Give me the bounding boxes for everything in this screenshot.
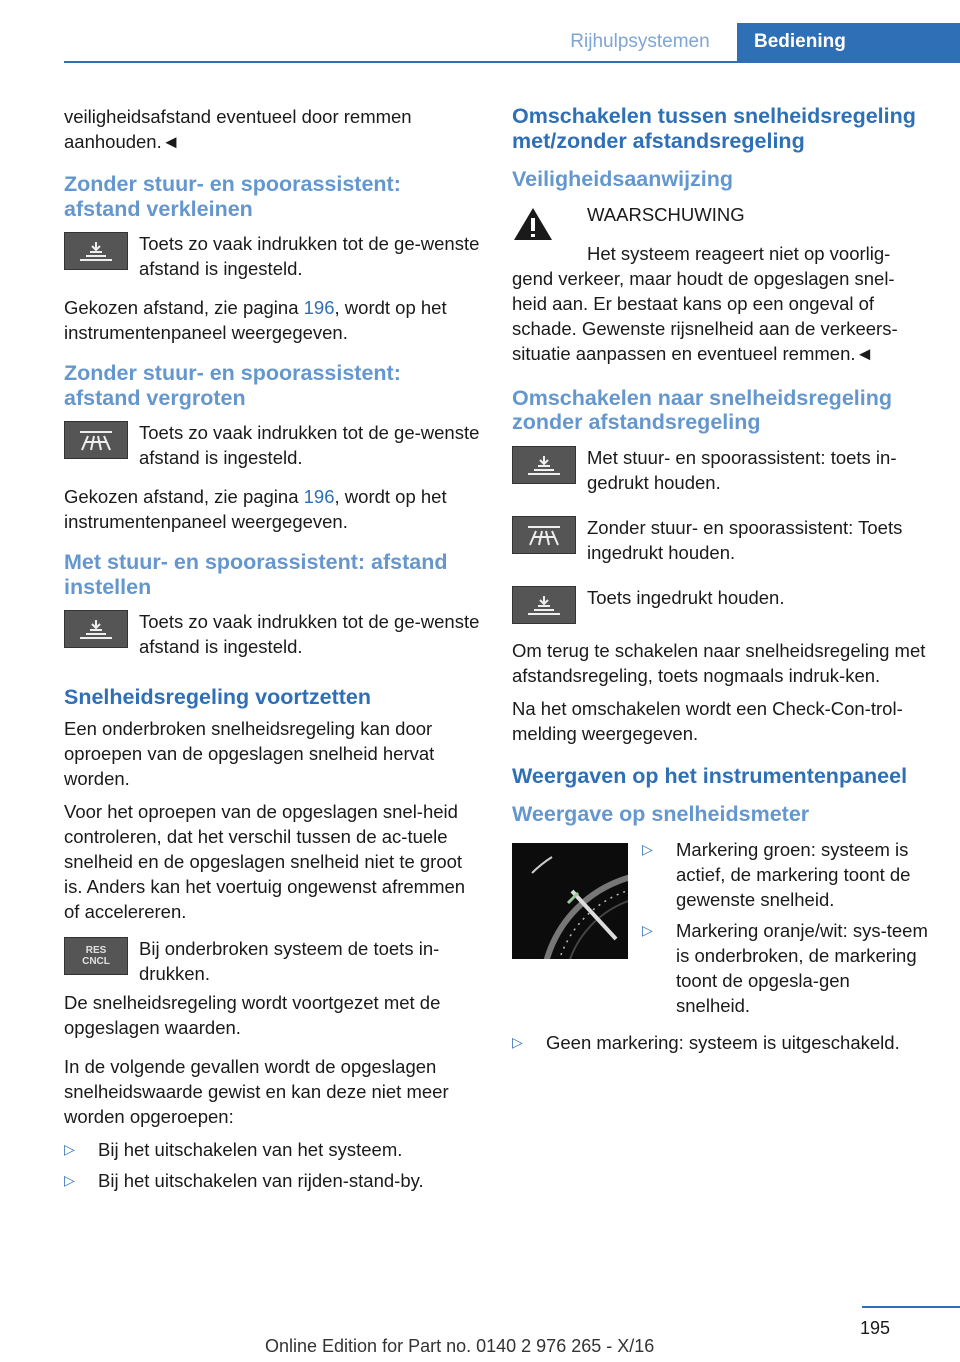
speedo-heading: Weergave op snelheidsmeter bbox=[512, 802, 810, 826]
s3-heading: Met stuur- en spoorassistent: afstand instellen bbox=[64, 550, 448, 599]
list-item bbox=[512, 1030, 928, 1055]
speedometer-image bbox=[512, 843, 628, 959]
s4-list bbox=[64, 1137, 480, 1193]
triangle-bullet-icon: ▷ bbox=[642, 840, 653, 857]
header-rule bbox=[64, 61, 960, 63]
speedo-list bbox=[642, 837, 928, 1024]
s2-button-row bbox=[64, 420, 480, 470]
b1-row bbox=[512, 445, 928, 495]
list-item-text: Markering groen: systeem is actief, de markering toont de gewenste snelheid. bbox=[676, 838, 911, 910]
s4-p2: Voor het oproepen van de opgeslagen snel-heid controleren, dat het verschil tussen de ac-tuele snelheid en de opgeslagen snelheid niet te groot is. Anders kan het voertuig ongewenst afremmen of accelereren. bbox=[64, 800, 466, 922]
left-column bbox=[64, 104, 480, 1201]
distance-decrease-icon bbox=[64, 232, 128, 270]
list-item bbox=[64, 1168, 480, 1193]
distance-decrease-icon bbox=[64, 610, 128, 648]
s2-p-before: Gekozen afstand, zie pagina bbox=[64, 486, 304, 507]
s2-paragraph bbox=[64, 484, 480, 534]
speedometer-block bbox=[512, 837, 928, 1024]
triangle-bullet-icon: ▷ bbox=[642, 921, 653, 938]
distance-decrease-icon bbox=[512, 586, 576, 624]
warning-title: WAARSCHUWING bbox=[587, 203, 745, 225]
check-control-text: Na het omschakelen wordt een Check-Con-trol-melding weergegeven. bbox=[512, 697, 903, 744]
s2-p-after: , wordt op het instrumentenpaneel weergegeven. bbox=[64, 486, 447, 532]
s4-p4: In de volgende gevallen wordt de opgeslagen snelheidswaarde gewist en kan deze niet meer worden opgeroepen: bbox=[64, 1055, 449, 1127]
s2-button-text: Toets zo vaak indrukken tot de ge-wenste afstand is ingesteld. bbox=[139, 422, 480, 468]
distance-increase-icon bbox=[512, 516, 576, 554]
s3-button-row bbox=[64, 609, 480, 659]
b2-text: Zonder stuur- en spoorassistent: Toets ingedrukt houden. bbox=[587, 516, 903, 563]
s1-p-after: , wordt op het instrumentenpaneel weergegeven. bbox=[64, 297, 447, 343]
distance-decrease-icon bbox=[512, 446, 576, 484]
s1-page-link[interactable]: 196 bbox=[303, 297, 335, 318]
list-item bbox=[642, 837, 928, 912]
s4-button-row bbox=[64, 936, 480, 986]
page-rule bbox=[862, 1306, 960, 1308]
b1-text: Met stuur- en spoorassistent: toets in-gedrukt houden. bbox=[587, 446, 897, 493]
safety-heading: Veiligheidsaanwijzing bbox=[512, 167, 734, 191]
header-chapter: Bediening bbox=[737, 23, 960, 61]
list-item bbox=[642, 918, 928, 1018]
right-column bbox=[512, 104, 928, 1063]
s1-paragraph bbox=[64, 295, 480, 345]
list-item bbox=[64, 1137, 480, 1162]
b3-text: Toets ingedrukt houden. bbox=[587, 586, 785, 608]
list-item-text: Geen markering: systeem is uitgeschakeld. bbox=[546, 1031, 900, 1053]
s1-button-row bbox=[64, 231, 480, 281]
list-item-text: Markering oranje/wit: sys-teem is onderbroken, de markering toont de opgesla-gen snelheid. bbox=[676, 919, 928, 1016]
s1-heading: Zonder stuur- en spoorassistent: afstand verkleinen bbox=[64, 172, 401, 221]
b2-row bbox=[512, 515, 928, 565]
triangle-bullet-icon: ▷ bbox=[64, 1171, 75, 1188]
switch-main-heading: Omschakelen tussen snelheidsregeling met/zonder afstandsregeling bbox=[512, 104, 916, 153]
list-item-text: Bij het uitschakelen van rijden-stand-by. bbox=[98, 1169, 424, 1191]
s2-page-link[interactable]: 196 bbox=[303, 486, 335, 507]
s3-button-text: Toets zo vaak indrukken tot de ge-wenste afstand is ingesteld. bbox=[139, 611, 480, 657]
warning-block bbox=[512, 202, 928, 242]
page-number: 195 bbox=[860, 1318, 891, 1338]
display-heading: Weergaven op het instrumentenpaneel bbox=[512, 763, 908, 788]
switch-back-text: Om terug te schakelen naar snelheidsregeling met afstandsregeling, toets nogmaals indruk-ken. bbox=[512, 639, 926, 686]
triangle-bullet-icon: ▷ bbox=[64, 1140, 75, 1157]
warning-text: Het systeem reageert niet op voorlig-gend verkeer, maar houdt de opgeslagen snel-heid aan. Er bestaat kans op een ongeval of schade. Gewenste rijsnelheid aan de verkeers-situatie aanpassen en eventueel remmen.◄ bbox=[512, 242, 898, 364]
warning-triangle-icon bbox=[512, 206, 554, 242]
intro-text: veiligheidsafstand eventueel door remmen aanhouden.◄ bbox=[64, 106, 412, 152]
s4-button-text: Bij onderbroken systeem de toets in-drukken. bbox=[139, 937, 440, 984]
footer-text: Online Edition for Part no. 0140 2 976 265 - X/16 bbox=[265, 1336, 655, 1356]
res-label: RES bbox=[85, 944, 107, 956]
s4-p1: Een onderbroken snelheidsregeling kan door oproepen van de opgeslagen snelheid hervat worden. bbox=[64, 717, 435, 789]
speedo-last-list bbox=[512, 1030, 928, 1055]
s2-heading: Zonder stuur- en spoorassistent: afstand vergroten bbox=[64, 361, 401, 410]
switch-heading: Omschakelen naar snelheidsregeling zonder afstandsregeling bbox=[512, 385, 892, 434]
s4-p3: De snelheidsregeling wordt voortgezet met de opgeslagen waarden. bbox=[64, 991, 441, 1038]
s4-heading: Snelheidsregeling voortzetten bbox=[64, 685, 372, 709]
cncl-label: CNCL bbox=[82, 955, 110, 967]
header-section: Rijhulpsystemen bbox=[570, 31, 710, 52]
triangle-bullet-icon: ▷ bbox=[512, 1033, 523, 1050]
s1-p-before: Gekozen afstand, zie pagina bbox=[64, 297, 304, 318]
res-cncl-icon bbox=[64, 937, 128, 975]
list-item-text: Bij het uitschakelen van het systeem. bbox=[98, 1138, 403, 1160]
b3-row bbox=[512, 585, 928, 624]
s1-button-text: Toets zo vaak indrukken tot de ge-wenste afstand is ingesteld. bbox=[139, 233, 480, 279]
distance-increase-icon bbox=[64, 421, 128, 459]
